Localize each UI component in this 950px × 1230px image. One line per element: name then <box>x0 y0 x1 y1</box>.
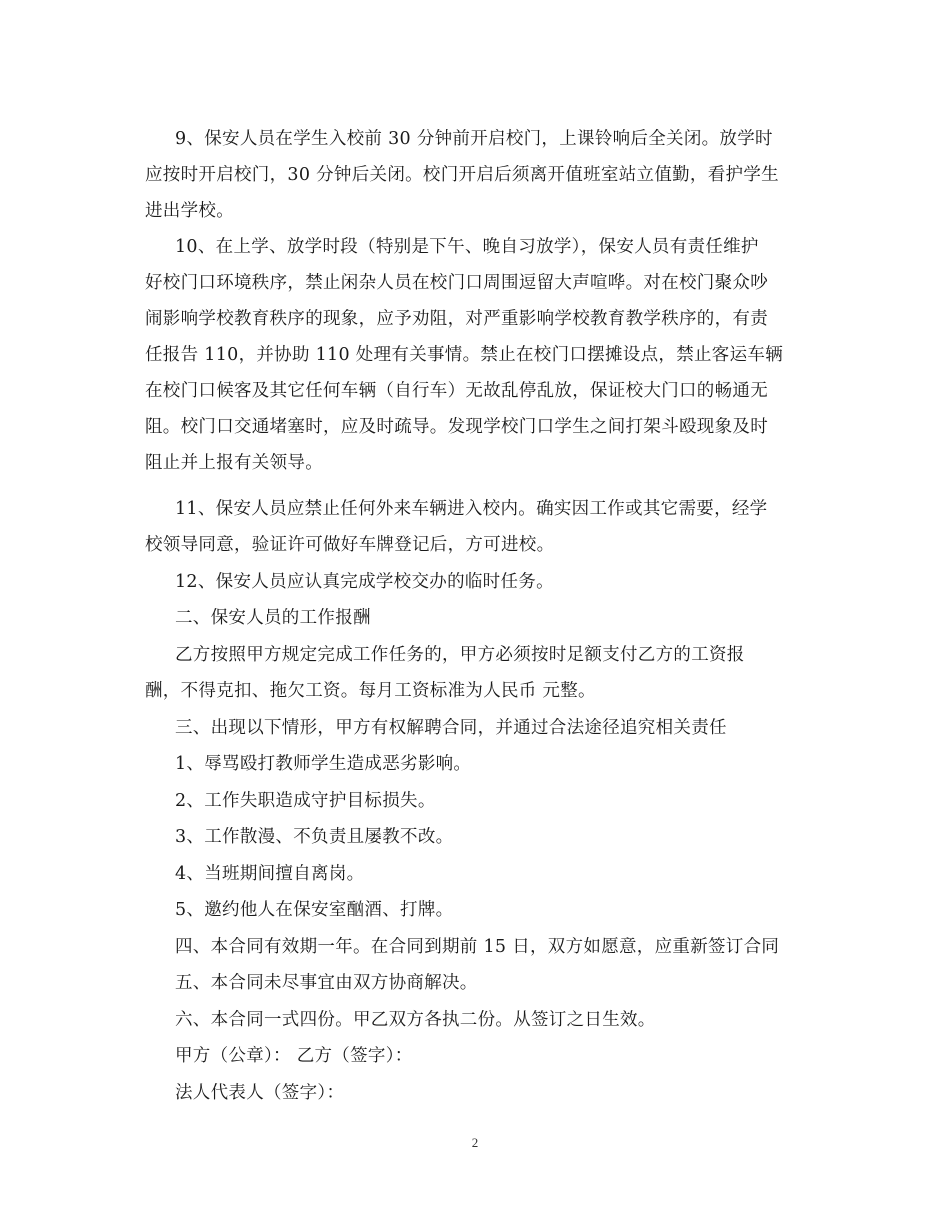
list-item: 3、工作散漫、不负责且屡教不改。 <box>175 827 454 847</box>
list-item: 4、当班期间擅自离岗。 <box>175 864 365 884</box>
paragraph-line: 阻。校门口交通堵塞时，应及时疏导。发现学校门口学生之间打架斗殴现象及时 <box>145 417 768 437</box>
paragraph-line: 阻止并上报有关领导。 <box>145 453 323 473</box>
list-item: 5、邀约他人在保安室酗酒、打牌。 <box>175 900 454 920</box>
paragraph-line: 乙方按照甲方规定完成工作任务的，甲方必须按时足额支付乙方的工资报 <box>175 645 745 665</box>
list-item: 1、辱骂殴打教师学生造成恶劣影响。 <box>175 754 472 774</box>
signature-line: 法人代表人（签字）： <box>175 1083 345 1103</box>
section-heading: 六、本合同一式四份。甲乙双方各执二份。从签订之日生效。 <box>175 1010 656 1030</box>
paragraph-line: 在校门口候客及其它任何车辆（自行车）无故乱停乱放，保证校大门口的畅通无 <box>145 381 768 401</box>
section-heading: 四、本合同有效期一年。在合同到期前 15 日，双方如愿意，应重新签订合同 <box>175 937 780 957</box>
paragraph-line: 11、保安人员应禁止任何外来车辆进入校内。确实因工作或其它需要，经学 <box>175 499 768 519</box>
paragraph-line: 任报告 110，并协助 110 处理有关事情。禁止在校门口摆摊设点，禁止客运车辆 <box>145 345 783 365</box>
section-heading: 五、本合同未尽事宜由双方协商解决。 <box>175 973 478 993</box>
page-number: 2 <box>471 1135 479 1150</box>
paragraph-line: 进出学校。 <box>145 201 234 221</box>
paragraph-line: 应按时开启校门，30 分钟后关闭。校门开启后须离开值班室站立值勤，看护学生 <box>145 165 779 185</box>
paragraph-line: 10、在上学、放学时段（特别是下午、晚自习放学），保安人员有责任维护 <box>175 237 759 257</box>
section-heading: 三、出现以下情形，甲方有权解聘合同，并通过合法途径追究相关责任 <box>175 718 727 738</box>
paragraph-line: 闹影响学校教育秩序的现象，应予劝阻，对严重影响学校教育教学秩序的，有责 <box>145 309 768 329</box>
signature-line: 甲方（公章）： 乙方（签字）： <box>175 1046 413 1066</box>
paragraph-line: 12、保安人员应认真完成学校交办的临时任务。 <box>175 572 554 592</box>
section-heading: 二、保安人员的工作报酬 <box>175 608 371 628</box>
paragraph-line: 9、保安人员在学生入校前 30 分钟前开启校门，上课铃响后全关闭。放学时 <box>175 129 773 149</box>
paragraph-line: 校领导同意，验证许可做好车牌登记后，方可进校。 <box>145 535 555 555</box>
list-item: 2、工作失职造成守护目标损失。 <box>175 791 436 811</box>
paragraph-line: 好校门口环境秩序，禁止闲杂人员在校门口周围逗留大声喧哗。对在校门聚众吵 <box>145 273 768 293</box>
paragraph-line: 酬，不得克扣、拖欠工资。每月工资标准为人民币 元整。 <box>145 681 596 701</box>
